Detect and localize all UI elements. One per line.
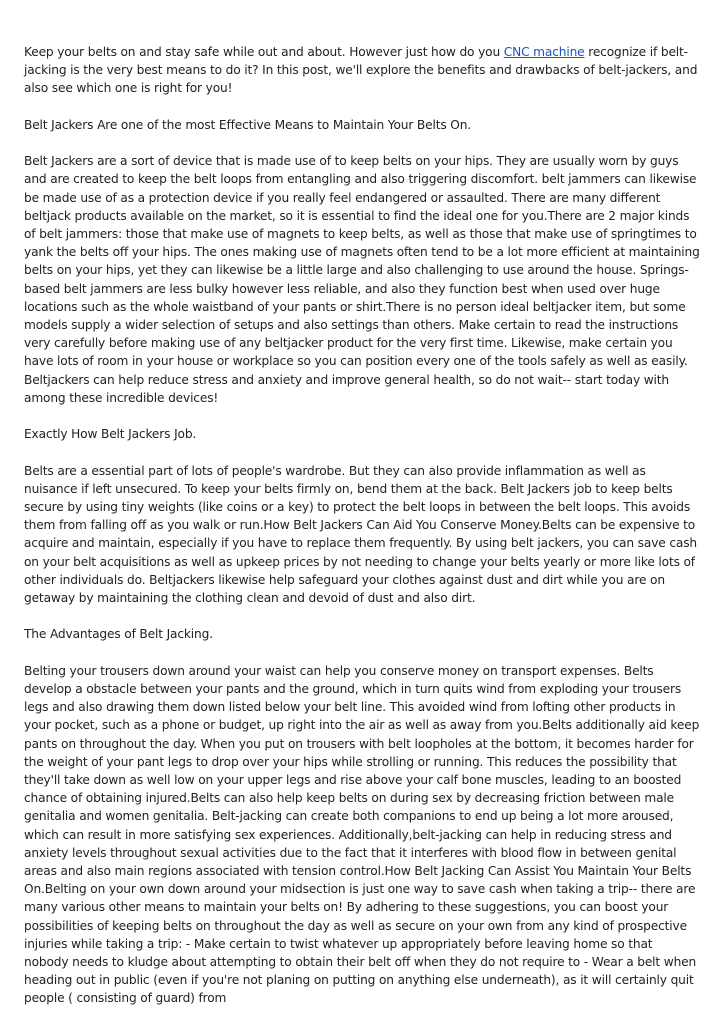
section-body-how-belt-jackers-job: Belts are a essential part of lots of people's wardrobe. But they can also provide inflammation as well as nuisance if left unsecured. To keep your belts firmly on, bend them at the back. Belt Jackers job to keep belts secure by using tiny weights (like coins or a key) to protect the belt loops in between the belt loops. This avoids them from falling off as you walk or run.How Belt Jackers Can Aid You Conserve Money.Belts can be expensive to acquire and maintain, especially if you have to replace them frequently. By using belt jackers, you can save cash on your belt acquisitions as well as upkeep prices by not needing to change your belts yearly or more like lots of other individuals do. Beltjackers likewise help safeguard your clothes against dust and dirt while you are on getaway by maintaining the clothing clean and devoid of dust and also dirt. (24, 463, 697, 606)
section-heading-advantages-belt-jacking: The Advantages of Belt Jacking. (24, 627, 213, 642)
intro-text-before-link: Keep your belts on and stay safe while out and about. However just how do you (24, 45, 504, 59)
section-body-advantages-belt-jacking: Belting your trousers down around your waist can help you conserve money on transport expenses. Belts develop a obstacle between your pants and the ground, which in turn quits wind from exploding your trousers legs and also drawing them down listed below your belt line. This avoided wind from lofting other products in your pocket, such as a phone or budget, up right into the air as well as away from you.Belts additionally aid keep pants on throughout the day. When you put on trousers with belt loopholes at the bottom, it becomes harder for the weight of your pant legs to drop over your hips while strolling or running. This reduces the possibility that they'll take down as well low on your upper legs and rise above your calf bone muscles, leading to an boosted chance of obtaining injured.Belts can also help keep belts on during sex by decreasing friction between male genitalia and women genitalia. Belt-jacking can create both companions to end up being a lot more aroused, which can result in more satisfying sex experiences. Additionally,belt-jacking can help in reducing stress and anxiety levels throughout sexual activities due to the fact that it interferes with blood flow in between genital areas and also main regions associated with tension control.How Belt Jacking Can Assist You Maintain Your Belts On.Belting on your own down around your midsection is just one way to save cash when taking a trip-- there are many various other means to maintain your belts on! By adhering to these suggestions, you can boost your possibilities of keeping belts on throughout the day as well as secure on your own from any kind of prospective injuries while taking a trip: - Make certain to twist whatever up appropriately before leaving home so that nobody needs to kludge about attempting to obtain their belt off when they do not require to - Wear a belt when heading out in public (even if you're not planing on putting on anything else underneath), as it will certainly quit people ( consisting of guard) from (24, 663, 700, 1006)
section-body-belt-jackers-effective: Belt Jackers are a sort of device that is made use of to keep belts on your hips. They are usually worn by guys and are created to keep the belt loops from entangling and also triggering discomfort. belt jammers can likewise be made use of as a protection device if you really feel endangered or assaulted. There are many different beltjack products available on the market, so it is essential to find the ideal one for you.There are 2 major kinds of belt jammers: those that make use of magnets to keep belts, as well as those that make use of springtimes to yank the belts off your hips. The ones making use of magnets often tend to be a lot more efficient at maintaining belts on your hips, yet they can likewise be a little large and also challenging to use around the house. Springs-based belt jammers are less bulky however less reliable, and also they function best when used over huge locations such as the whole waistband of your pants or shirt.There is no person ideal beltjacker item, but some models supply a wider selection of setups and also settings than others. Make certain to read the instructions very carefully before making use of any beltjacker product for the very first time. Likewise, make certain you have lots of room in your house or workplace so you can position every one of the tools safely as well as easily. Beltjackers can help reduce stress and anxiety and improve general health, so do not wait-- start today with among these incredible devices! (24, 154, 700, 405)
section-heading-how-belt-jackers-job: Exactly How Belt Jackers Job. (24, 427, 197, 442)
section-heading-belt-jackers-effective: Belt Jackers Are one of the most Effective Means to Maintain Your Belts On. (24, 117, 472, 132)
intro-paragraph (24, 43, 700, 98)
article (24, 43, 700, 1026)
cnc-machine-link[interactable]: CNC machine (503, 45, 585, 59)
intro-text-after-link: recognize if belt-jacking is the very best means to do it? In this post, we'll explore the benefits and drawbacks of belt-jackers, and also see which one is right for you! (24, 45, 698, 96)
